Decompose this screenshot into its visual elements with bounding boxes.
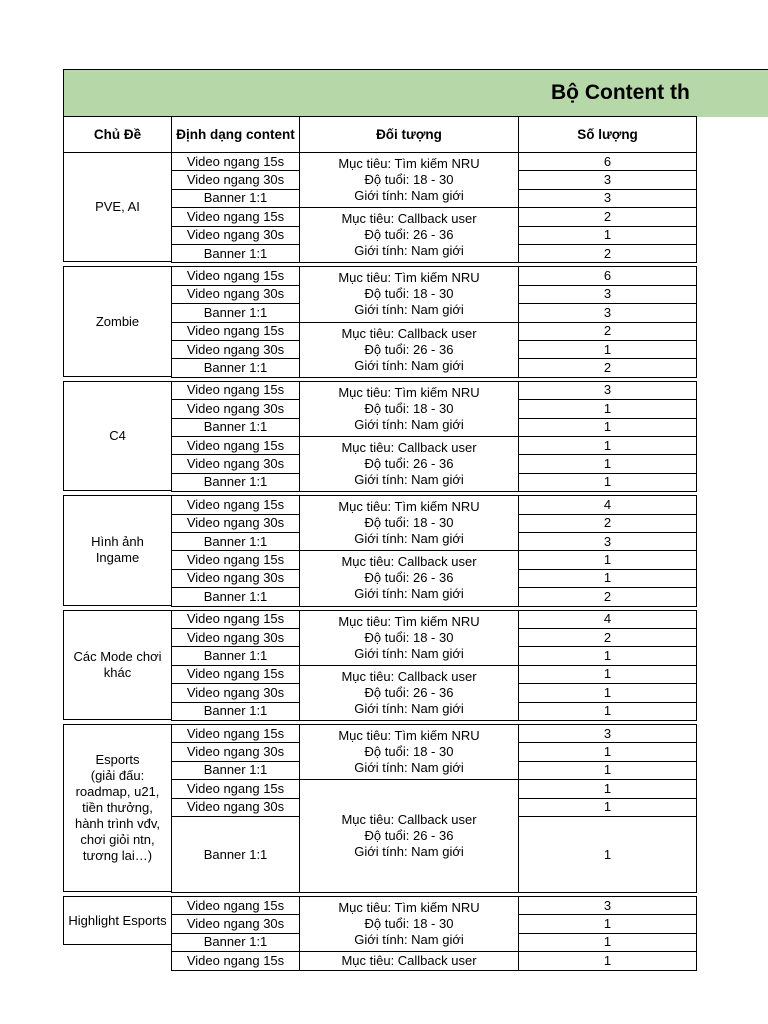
quantity-value: 1 [603, 419, 612, 435]
topic-name-line: PVE, AI [95, 199, 140, 215]
format-cell[interactable] [171, 381, 300, 400]
quantity-value: 2 [603, 245, 612, 261]
quantity-cell[interactable] [518, 914, 697, 933]
format-cell[interactable] [171, 761, 300, 780]
format-label: Video ngang 30s [186, 286, 285, 302]
format-label: Banner 1:1 [203, 474, 268, 490]
format-label: Banner 1:1 [203, 190, 268, 206]
quantity-cell[interactable] [518, 226, 697, 245]
quantity-value: 1 [603, 684, 612, 700]
quantity-value: 2 [603, 588, 612, 604]
quantity-cell[interactable] [518, 896, 697, 915]
format-cell[interactable] [171, 418, 300, 437]
audience-cell[interactable] [299, 896, 519, 952]
format-cell[interactable] [171, 646, 300, 665]
format-cell[interactable] [171, 514, 300, 533]
format-label: Video ngang 15s [186, 952, 285, 968]
audience-line: Mục tiêu: Tìm kiếm NRU [338, 900, 480, 916]
quantity-value: 2 [603, 360, 612, 376]
quantity-value: 3 [603, 382, 612, 398]
audience-cell[interactable] [299, 610, 519, 666]
audience-line: Mục tiêu: Callback user [341, 952, 477, 968]
sheet-title: Bộ Content th [551, 81, 690, 104]
format-cell[interactable] [171, 303, 300, 322]
audience-line: Mục tiêu: Tìm kiếm NRU [338, 499, 480, 515]
audience-line: Độ tuổi: 18 - 30 [364, 515, 454, 531]
format-cell[interactable] [171, 189, 300, 208]
quantity-value: 3 [603, 725, 612, 741]
quantity-value: 1 [603, 456, 612, 472]
format-cell[interactable] [171, 152, 300, 171]
audience-line: Độ tuổi: 18 - 30 [364, 629, 454, 645]
quantity-cell[interactable] [518, 285, 697, 304]
audience-line: Giới tính: Nam giới [354, 586, 464, 602]
audience-line: Độ tuổi: 26 - 36 [364, 227, 454, 243]
format-cell[interactable] [171, 340, 300, 359]
audience-line: Độ tuổi: 18 - 30 [364, 172, 454, 188]
audience-cell[interactable] [299, 495, 519, 551]
format-cell[interactable] [171, 550, 300, 569]
audience-line: Giới tính: Nam giới [354, 472, 464, 488]
topic-name-line: Ingame [95, 550, 140, 566]
quantity-cell[interactable] [518, 189, 697, 208]
format-label: Banner 1:1 [203, 934, 268, 950]
format-label: Video ngang 30s [186, 456, 285, 472]
quantity-cell[interactable] [518, 207, 697, 226]
audience-line: Giới tính: Nam giới [354, 531, 464, 547]
audience-line: Độ tuổi: 18 - 30 [364, 400, 454, 416]
format-cell[interactable] [171, 473, 300, 492]
quantity-value: 3 [603, 172, 612, 188]
quantity-cell[interactable] [518, 152, 697, 171]
quantity-value: 1 [603, 780, 612, 796]
audience-line: Độ tuổi: 18 - 30 [364, 916, 454, 932]
audience-line: Giới tính: Nam giới [354, 416, 464, 432]
quantity-cell[interactable] [518, 454, 697, 473]
quantity-value: 1 [603, 341, 612, 357]
format-cell[interactable] [171, 587, 300, 606]
quantity-value: 2 [603, 323, 612, 339]
quantity-value: 1 [603, 474, 612, 490]
quantity-cell[interactable] [518, 244, 697, 263]
format-label: Banner 1:1 [203, 533, 268, 549]
quantity-value: 1 [603, 846, 612, 862]
format-cell[interactable] [171, 532, 300, 551]
format-cell[interactable] [171, 322, 300, 341]
format-cell[interactable] [171, 244, 300, 263]
quantity-cell[interactable] [518, 724, 697, 743]
format-cell[interactable] [171, 951, 300, 970]
topic-name-line: (giải đấu: [90, 768, 145, 783]
audience-line: Độ tuổi: 26 - 36 [364, 570, 454, 586]
topic-name-line: hành trình vđv, [74, 816, 161, 831]
format-label: Video ngang 30s [186, 570, 285, 586]
format-label: Banner 1:1 [203, 360, 268, 376]
quantity-cell[interactable] [518, 532, 697, 551]
quantity-cell[interactable] [518, 951, 697, 970]
quantity-value: 1 [603, 666, 612, 682]
format-label: Video ngang 15s [186, 552, 285, 568]
header-audience[interactable]: Đối tượng [299, 116, 519, 153]
quantity-cell[interactable] [518, 399, 697, 418]
audience-line: Độ tuổi: 26 - 36 [364, 456, 454, 472]
audience-cell[interactable] [299, 266, 519, 322]
topic-name-line: Các Mode chơi [73, 648, 162, 664]
quantity-value: 3 [603, 897, 612, 913]
topic-cell[interactable] [63, 152, 172, 262]
format-cell[interactable] [171, 399, 300, 418]
quantity-cell[interactable] [518, 418, 697, 437]
audience-line: Giới tính: Nam giới [354, 760, 464, 776]
format-label: Video ngang 30s [186, 227, 285, 243]
quantity-cell[interactable] [518, 495, 697, 514]
audience-line: Giới tính: Nam giới [354, 357, 464, 373]
format-cell[interactable] [171, 742, 300, 761]
audience-line: Mục tiêu: Callback user [341, 812, 477, 828]
topic-name-line: roadmap, u21, [75, 784, 160, 799]
audience-line: Độ tuổi: 26 - 36 [364, 341, 454, 357]
topic-name-line: chơi giỏi ntn, [80, 832, 155, 847]
format-cell[interactable] [171, 226, 300, 245]
format-label: Video ngang 30s [186, 515, 285, 531]
topic-cell[interactable] [63, 896, 172, 945]
quantity-value: 4 [603, 611, 612, 627]
quantity-value: 1 [603, 400, 612, 416]
audience-line: Mục tiêu: Tìm kiếm NRU [338, 613, 480, 629]
audience-line: Giới tính: Nam giới [354, 844, 464, 860]
quantity-cell[interactable] [518, 628, 697, 647]
audience-cell[interactable] [299, 951, 519, 970]
quantity-cell[interactable] [518, 779, 697, 798]
audience-line: Mục tiêu: Tìm kiếm NRU [338, 270, 480, 286]
audience-cell[interactable] [299, 381, 519, 437]
format-label: Video ngang 15s [186, 666, 285, 682]
topic-name-line: Highlight Esports [68, 912, 167, 928]
format-cell[interactable] [171, 495, 300, 514]
quantity-cell[interactable] [518, 742, 697, 761]
format-label: Video ngang 15s [186, 496, 285, 512]
quantity-value: 1 [603, 744, 612, 760]
format-label: Banner 1:1 [203, 762, 268, 778]
format-cell[interactable] [171, 454, 300, 473]
format-label: Video ngang 30s [186, 684, 285, 700]
format-label: Banner 1:1 [203, 648, 268, 664]
format-label: Video ngang 15s [186, 611, 285, 627]
format-cell[interactable] [171, 610, 300, 629]
audience-line: Độ tuổi: 18 - 30 [364, 744, 454, 760]
audience-line: Giới tính: Nam giới [354, 700, 464, 716]
audience-line: Mục tiêu: Tìm kiếm NRU [338, 384, 480, 400]
quantity-cell[interactable] [518, 358, 697, 377]
quantity-value: 1 [603, 227, 612, 243]
audience-line: Mục tiêu: Tìm kiếm NRU [338, 156, 480, 172]
audience-line: Giới tính: Nam giới [354, 243, 464, 259]
quantity-value: 6 [603, 268, 612, 284]
topic-cell[interactable] [63, 495, 172, 605]
quantity-cell[interactable] [518, 381, 697, 400]
quantity-cell[interactable] [518, 683, 697, 702]
topic-name-line: khác [103, 664, 132, 680]
audience-line: Giới tính: Nam giới [354, 188, 464, 204]
topic-name-line: Hình ảnh [91, 534, 144, 550]
quantity-value: 2 [603, 629, 612, 645]
quantity-cell[interactable] [518, 610, 697, 629]
quantity-cell[interactable] [518, 514, 697, 533]
format-label: Video ngang 30s [186, 341, 285, 357]
format-label: Video ngang 15s [186, 268, 285, 284]
format-label: Video ngang 30s [186, 172, 285, 188]
quantity-value: 6 [603, 153, 612, 169]
topic-cell[interactable] [63, 266, 172, 376]
format-cell[interactable] [171, 683, 300, 702]
format-label: Video ngang 30s [186, 400, 285, 416]
format-label: Video ngang 30s [186, 629, 285, 645]
quantity-value: 4 [603, 496, 612, 512]
header-format[interactable]: Định dạng content [171, 116, 300, 153]
format-label: Banner 1:1 [203, 419, 268, 435]
audience-cell[interactable] [299, 152, 519, 208]
topic-cell[interactable] [63, 724, 172, 892]
quantity-cell[interactable] [518, 170, 697, 189]
quantity-cell[interactable] [518, 569, 697, 588]
quantity-value: 1 [603, 934, 612, 950]
topic-name-line: Esports [95, 752, 140, 767]
format-label: Video ngang 15s [186, 208, 285, 224]
quantity-cell[interactable] [518, 798, 697, 817]
quantity-value: 1 [603, 703, 612, 719]
format-cell[interactable] [171, 170, 300, 189]
quantity-cell[interactable] [518, 340, 697, 359]
format-cell[interactable] [171, 207, 300, 226]
format-cell[interactable] [171, 798, 300, 817]
format-cell[interactable] [171, 724, 300, 743]
format-label: Banner 1:1 [203, 588, 268, 604]
audience-line: Mục tiêu: Callback user [341, 554, 477, 570]
format-cell[interactable] [171, 266, 300, 285]
topic-cell[interactable] [63, 610, 172, 720]
topic-name-line: tương lai…) [82, 848, 153, 863]
quantity-cell[interactable] [518, 303, 697, 322]
format-label: Video ngang 30s [186, 916, 285, 932]
audience-line: Mục tiêu: Callback user [341, 440, 477, 456]
quantity-cell[interactable] [518, 761, 697, 780]
format-label: Video ngang 15s [186, 897, 285, 913]
audience-line: Giới tính: Nam giới [354, 932, 464, 948]
format-cell[interactable] [171, 569, 300, 588]
quantity-value: 3 [603, 190, 612, 206]
audience-cell[interactable] [299, 724, 519, 780]
audience-line: Độ tuổi: 18 - 30 [364, 286, 454, 302]
audience-cell[interactable] [299, 550, 519, 606]
format-cell[interactable] [171, 665, 300, 684]
quantity-value: 1 [603, 762, 612, 778]
audience-cell[interactable] [299, 207, 519, 263]
format-label: Banner 1:1 [203, 245, 268, 261]
quantity-value: 2 [603, 208, 612, 224]
format-label: Video ngang 15s [186, 780, 285, 796]
quantity-value: 3 [603, 533, 612, 549]
format-label: Banner 1:1 [203, 703, 268, 719]
format-cell[interactable] [171, 436, 300, 455]
topic-name-line: tiền thưởng, [82, 800, 153, 815]
header-topic[interactable]: Chủ Đề [63, 116, 172, 153]
audience-line: Giới tính: Nam giới [354, 302, 464, 318]
quantity-cell[interactable] [518, 665, 697, 684]
format-label: Video ngang 15s [186, 382, 285, 398]
quantity-cell[interactable] [518, 550, 697, 569]
audience-cell[interactable] [299, 779, 519, 893]
quantity-cell[interactable] [518, 587, 697, 606]
audience-line: Độ tuổi: 26 - 36 [364, 684, 454, 700]
quantity-cell[interactable] [518, 473, 697, 492]
audience-line: Độ tuổi: 26 - 36 [364, 828, 454, 844]
header-quantity[interactable]: Số lượng [518, 116, 697, 153]
format-cell[interactable] [171, 702, 300, 721]
audience-cell[interactable] [299, 322, 519, 378]
audience-cell[interactable] [299, 665, 519, 721]
format-label: Video ngang 15s [186, 153, 285, 169]
quantity-value: 3 [603, 304, 612, 320]
format-label: Banner 1:1 [203, 846, 268, 862]
format-cell[interactable] [171, 358, 300, 377]
quantity-value: 1 [603, 648, 612, 664]
quantity-value: 1 [603, 437, 612, 453]
audience-line: Mục tiêu: Callback user [341, 668, 477, 684]
quantity-cell[interactable] [518, 816, 697, 893]
format-cell[interactable] [171, 779, 300, 798]
format-label: Video ngang 15s [186, 725, 285, 741]
quantity-value: 1 [603, 799, 612, 815]
topic-name-line: Zombie [95, 313, 140, 329]
quantity-cell[interactable] [518, 266, 697, 285]
topic-cell[interactable] [63, 381, 172, 491]
format-cell[interactable] [171, 914, 300, 933]
format-cell[interactable] [171, 285, 300, 304]
format-cell[interactable] [171, 628, 300, 647]
quantity-cell[interactable] [518, 702, 697, 721]
quantity-cell[interactable] [518, 322, 697, 341]
audience-line: Giới tính: Nam giới [354, 645, 464, 661]
quantity-value: 1 [603, 916, 612, 932]
quantity-value: 2 [603, 515, 612, 531]
quantity-value: 1 [603, 570, 612, 586]
audience-line: Mục tiêu: Callback user [341, 211, 477, 227]
format-cell[interactable] [171, 896, 300, 915]
format-cell[interactable] [171, 933, 300, 952]
quantity-value: 1 [603, 552, 612, 568]
quantity-value: 1 [603, 952, 612, 968]
format-label: Video ngang 15s [186, 437, 285, 453]
quantity-cell[interactable] [518, 646, 697, 665]
topic-name-line: C4 [109, 427, 126, 443]
format-label: Video ngang 30s [186, 744, 285, 760]
audience-line: Mục tiêu: Callback user [341, 325, 477, 341]
format-label: Video ngang 30s [186, 799, 285, 815]
quantity-value: 3 [603, 286, 612, 302]
format-label: Video ngang 15s [186, 323, 285, 339]
format-label: Banner 1:1 [203, 304, 268, 320]
quantity-cell[interactable] [518, 436, 697, 455]
format-cell[interactable] [171, 816, 300, 893]
audience-line: Mục tiêu: Tìm kiếm NRU [338, 728, 480, 744]
audience-cell[interactable] [299, 436, 519, 492]
quantity-cell[interactable] [518, 933, 697, 952]
